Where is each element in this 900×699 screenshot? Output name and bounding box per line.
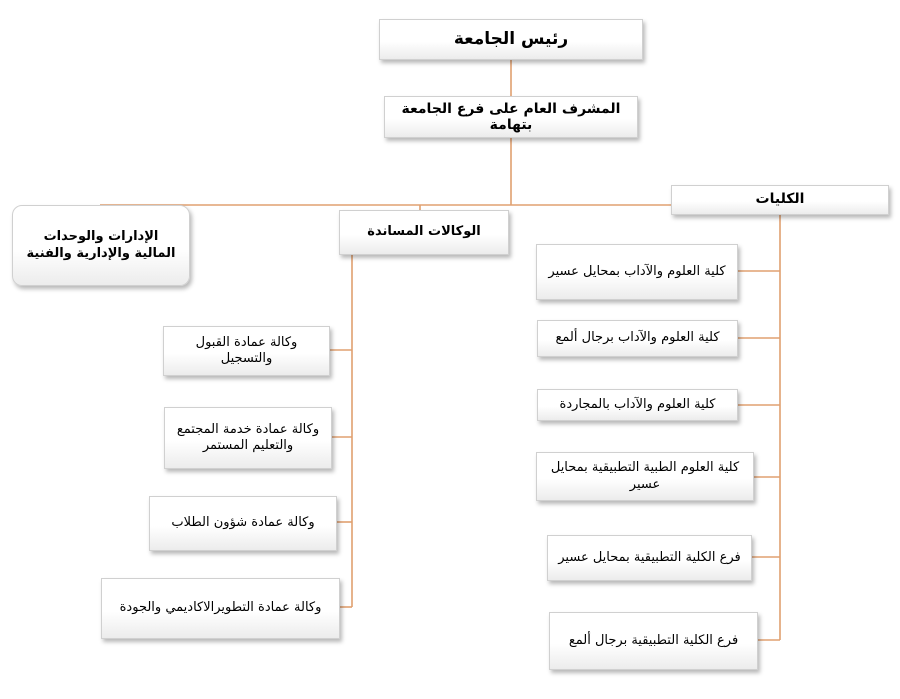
agency-label-4: وكالة عمادة التطويرالاكاديمي والجودة: [119, 600, 322, 616]
colleges-header-label: الكليات: [755, 191, 805, 208]
college-box-1: [536, 244, 738, 300]
college-label-1: كلية العلوم والآداب بمحايل عسير: [548, 263, 726, 279]
agency-box-1: [163, 326, 330, 376]
colleges-header-box: [671, 185, 889, 215]
agency-label-3: وكالة عمادة شؤون الطلاب: [171, 515, 315, 531]
college-box-6: [549, 612, 758, 670]
supervisor-box: [384, 96, 638, 138]
admin-header-box: [12, 205, 190, 286]
college-label-4: كلية العلوم الطبية التطبيقية بمحايل عسير: [550, 460, 740, 492]
agency-label-2: وكالة عمادة خدمة المجتمع والتعليم المستمر: [176, 421, 320, 453]
college-label-3: كلية العلوم والآداب بالمجاردة: [559, 396, 716, 412]
college-box-3: [537, 389, 738, 421]
college-box-4: [536, 452, 754, 501]
agency-box-2: [164, 407, 332, 469]
agency-box-4: [101, 578, 340, 639]
college-box-2: [537, 320, 738, 357]
agency-label-1: وكالة عمادة القبول والتسجيل: [195, 334, 298, 366]
supervisor-label: المشرف العام على فرع الجامعة بتهامة: [401, 100, 621, 133]
college-box-5: [547, 535, 752, 581]
agencies-header-box: [339, 210, 509, 255]
president-label: رئيس الجامعة: [453, 28, 569, 49]
college-label-2: كلية العلوم والآداب برجال ألمع: [555, 330, 720, 346]
admin-header-label: الإدارات والوحدات المالية والإدارية والفنية: [26, 229, 176, 261]
college-label-5: فرع الكلية التطبيقية بمحايل عسير: [558, 549, 741, 565]
college-label-6: فرع الكلية التطبيقية برجال ألمع: [568, 632, 739, 648]
agencies-header-label: الوكالات المساندة: [367, 224, 481, 240]
president-box: [379, 19, 643, 60]
agency-box-3: [149, 496, 337, 551]
